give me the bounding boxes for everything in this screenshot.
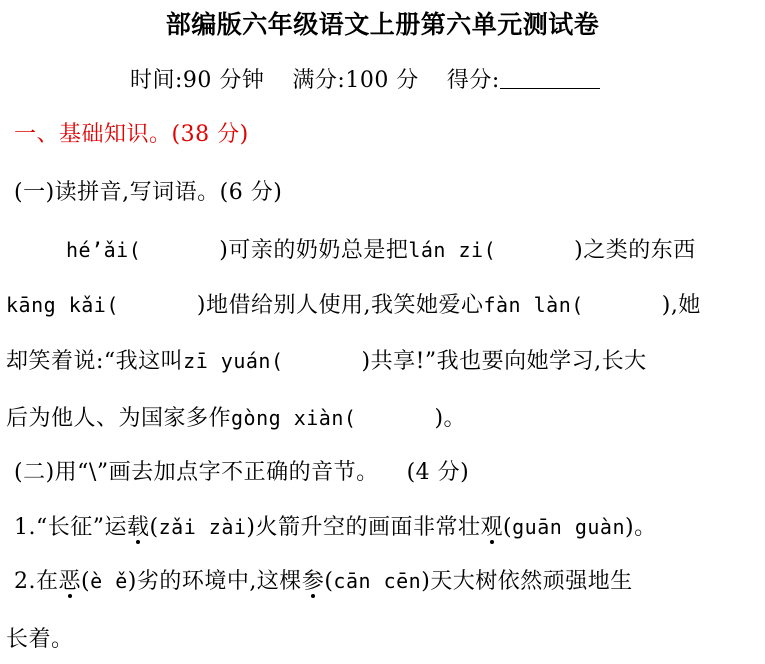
pinyin: zī yuán( [183,349,284,373]
pinyin-option[interactable]: cān cēn [333,569,422,593]
text: )天大树依然顽强地生 [421,569,633,594]
text: ),她 [661,293,701,318]
pinyin-option[interactable]: zǎi zài [158,515,247,539]
text: )地借给别人使用,我笑她爱心 [196,293,484,318]
question-2 [14,566,633,597]
text: )火箭升空的画面非常壮 [246,515,481,540]
exam-meta [130,66,600,96]
score-blank[interactable] [500,66,600,89]
section-heading: 一、基础知识。(38 分) [14,122,249,147]
part2-points: (4 分) [406,460,470,485]
score-label: 得分: [446,68,500,93]
question-1 [14,512,657,543]
pinyin: gòng xiàn( [231,406,357,430]
pinyin: kāng kǎi( [6,293,119,317]
dotted-character: 参 [301,569,325,594]
text: )共享!”我也要向她学习,长大 [361,349,647,374]
question-2-continued: 长着。 [6,627,74,652]
text: )劣的环境中,这棵 [127,569,302,594]
text: ( [324,569,334,594]
part1-heading: (一)读拼音,写词语。(6 分) [14,180,283,205]
pinyin-option[interactable]: guān guàn [512,515,625,539]
pinyin: fàn làn( [483,293,584,317]
time-label: 时间:90 分钟 [130,68,265,93]
text: )。 [624,515,657,540]
paragraph-line-4 [6,403,466,434]
full-score-label: 满分:100 分 [292,68,419,93]
text: 后为他人、为国家多作 [6,406,232,431]
paragraph-line-2 [6,290,701,321]
pinyin-option[interactable]: è ě [90,569,128,593]
text: 1.“长征”运 [14,515,127,540]
text: 2.在 [14,569,59,594]
paragraph-line-3 [6,346,647,377]
text: ( [81,569,91,594]
dotted-character: 观 [480,515,504,540]
part2-heading [14,458,469,488]
pinyin: hé’ǎi( [66,238,142,262]
text: 却笑着说:“我这叫 [6,349,184,374]
text: ( [149,515,159,540]
part2-title: (二)用“\”画去加点字不正确的音节。 [14,460,379,485]
text: ( [503,515,513,540]
text: )。 [434,406,467,431]
dotted-character: 恶 [58,569,82,594]
text: )之类的东西 [574,238,696,263]
dotted-character: 载 [127,515,150,540]
page-title: 部编版六年级语文上册第六单元测试卷 [165,10,600,39]
text: )可亲的奶奶总是把 [219,238,409,263]
pinyin: lán zi( [408,238,497,262]
paragraph-line-1 [66,235,696,266]
